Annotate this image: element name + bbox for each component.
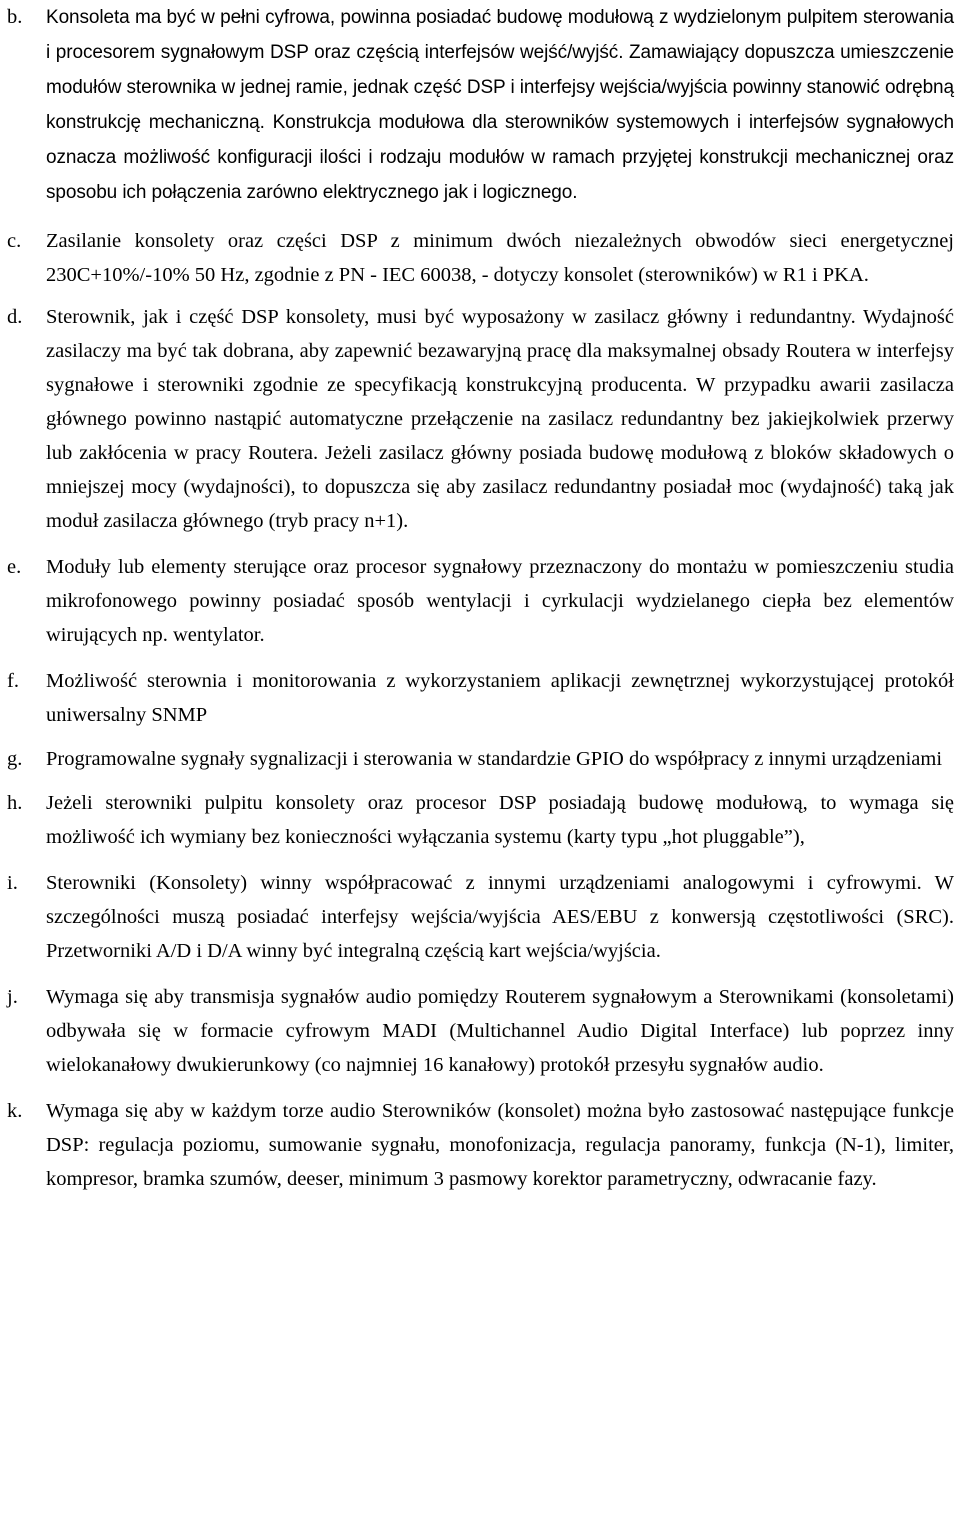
list-marker: j. [7, 986, 18, 1008]
paragraph-text: Zasilanie konsolety oraz części DSP z minimum dwóch niezależnych obwodów sieci energetycznej 230C+10%/-10% 50 Hz, zgodnie z PN - IEC 60038, - dotyczy konsolet (sterowników) w R1 i PKA. [46, 230, 954, 286]
list-item-text [46, 224, 954, 292]
paragraph-text: Programowalne sygnały sygnalizacji i sterowania w standardzie GPIO do współpracy z innymi urządzeniami [46, 748, 943, 770]
list-item-k [7, 1094, 954, 1196]
list-item-b [7, 0, 954, 210]
paragraph-text: Konsoleta ma być w pełni cyfrowa, powinna posiadać budowę modułową z wydzielonym pulpitem sterowania i procesorem sygnałowym DSP oraz częścią interfejsów wejść/wyjść. Zamawiający dopuszcza umieszczenie modułów sterownika w jednej ramie, jednak część DSP i interfejsy wejścia/wyjścia powinny stanowić odrębną konstrukcję mechaniczną. Konstrukcja modułowa dla sterowników systemowych i interfejsów sygnałowych oznacza możliwość konfiguracji ilości i rodzaju modułów w ramach przyjętej konstrukcji mechanicznej oraz sposobu ich połączenia zarówno elektrycznego jak i logicznego. [46, 7, 954, 203]
paragraph-text: Sterownik, jak i część DSP konsolety, musi być wyposażony w zasilacz główny i redundantny. Wydajność zasilaczy ma być tak dobrana, aby zapewnić bezawaryjną pracę dla maksymalnej obsady Routera w interfejsy sygnałowe i sterowniki zgodnie ze specyfikacją konstrukcyjną producenta. W przypadku awarii zasilacza głównego powinno nastąpić automatyczne przełączenie na zasilacz redundantny bez jakiejkolwiek przerwy lub zakłócenia w pracy Routera. Jeżeli zasilacz główny posiada budowę modułową z bloków składowych o mniejszej mocy (wydajności), to dopuszcza się aby zasilacz redundantny posiadał moc (wydajność) taką jak moduł zasilacza głównego (tryb pracy n+1). [46, 306, 954, 532]
list-marker: d. [7, 306, 23, 328]
list-item-text [46, 550, 954, 652]
paragraph-text: Możliwość sterownia i monitorowania z wykorzystaniem aplikacji zewnętrznej wykorzystującej protokół uniwersalny SNMP [46, 670, 954, 726]
list-item-text [46, 866, 954, 968]
list-item-text [46, 0, 954, 210]
paragraph-text: Sterowniki (Konsolety) winny współpracować z innymi urządzeniami analogowymi i cyfrowymi. W szczególności muszą posiadać interfejsy wejścia/wyjścia AES/EBU z konwersją częstotliwości (SRC). Przetworniki A/D i D/A winny być integralną częścią kart wejścia/wyjścia. [46, 872, 954, 962]
list-item-g [7, 742, 954, 776]
list-item-i [7, 866, 954, 968]
list-item-c [7, 224, 954, 292]
list-marker: f. [7, 670, 19, 692]
list-marker: k. [7, 1100, 23, 1122]
list-item-h [7, 786, 954, 854]
list-marker: b. [7, 6, 23, 28]
list-item-text [46, 1094, 954, 1196]
list-item-e [7, 550, 954, 652]
paragraph-text: Wymaga się aby w każdym torze audio Sterowników (konsolet) można było zastosować następujące funkcje DSP: regulacja poziomu, sumowanie sygnału, monofonizacja, regulacja panoramy, funkcja (N-1), limiter, kompresor, bramka szumów, deeser, minimum 3 pasmowy korektor parametryczny, odwracanie fazy. [46, 1100, 954, 1190]
list-marker: e. [7, 556, 22, 578]
list-marker: c. [7, 230, 22, 252]
list-item-text [46, 742, 954, 776]
list-marker: h. [7, 792, 23, 814]
list-item-text [46, 664, 954, 732]
paragraph-text: Jeżeli sterowniki pulpitu konsolety oraz procesor DSP posiadają budowę modułową, to wymaga się możliwość ich wymiany bez konieczności wyłączania systemu (karty typu „hot pluggable”), [46, 792, 954, 848]
list-item-j [7, 980, 954, 1082]
list-item-text [46, 980, 954, 1082]
paragraph-text: Wymaga się aby transmisja sygnałów audio pomiędzy Routerem sygnałowym a Sterownikami (konsoletami) odbywała się w formacie cyfrowym MADI (Multichannel Audio Digital Interface) lub poprzez inny wielokanałowy dwukierunkowy (co najmniej 16 kanałowy) protokół przesyłu sygnałów audio. [46, 986, 954, 1076]
list-item-text [46, 300, 954, 538]
list-item-d [7, 300, 954, 538]
list-marker: g. [7, 748, 23, 770]
list-item-f [7, 664, 954, 732]
list-marker: i. [7, 872, 18, 894]
list-item-text [46, 786, 954, 854]
paragraph-text: Moduły lub elementy sterujące oraz procesor sygnałowy przeznaczony do montażu w pomieszczeniu studia mikrofonowego powinny posiadać sposób wentylacji i cyrkulacji wydzielanego ciepła bez elementów wirujących np. wentylator. [46, 556, 954, 646]
